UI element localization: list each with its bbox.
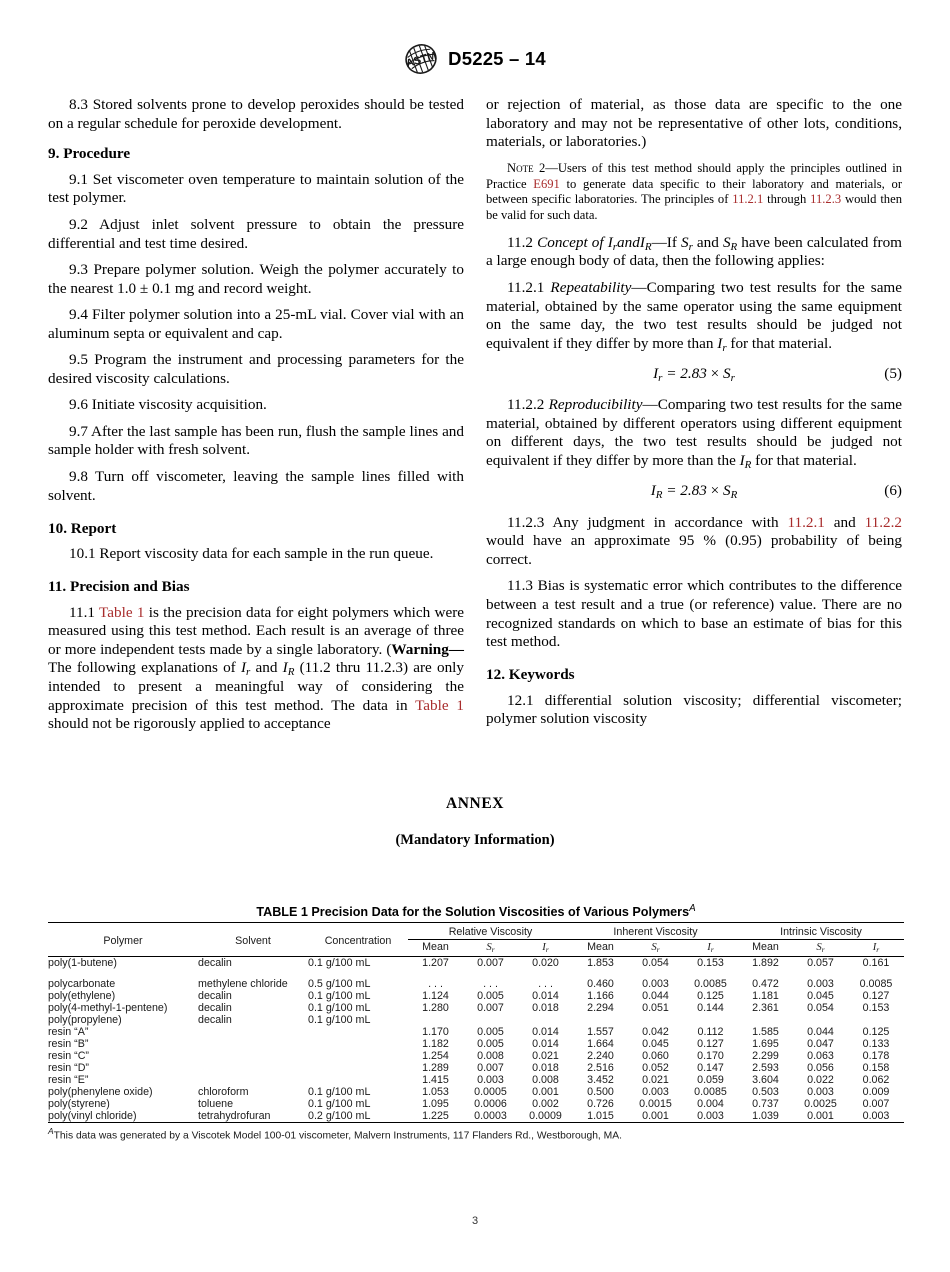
cell-intrinsic-mean: 2.299 xyxy=(752,1050,779,1063)
cell-intrinsic-mean: 2.593 xyxy=(752,1062,779,1075)
cell-concentration: 0.1 g/100 mL xyxy=(308,1086,371,1099)
cell-relative-ir: 0.021 xyxy=(532,1050,559,1063)
table-row xyxy=(48,1014,904,1026)
e691-reference-link[interactable]: E691 xyxy=(533,176,560,191)
cell-relative-sr: 0.005 xyxy=(477,990,504,1003)
cell-intrinsic-sr: 0.0025 xyxy=(804,1098,837,1111)
cell-relative-mean: 1.225 xyxy=(422,1110,449,1123)
variable-i-sub-R-2: $I_R$ xyxy=(639,233,652,253)
cell-intrinsic-sr: 0.003 xyxy=(807,1086,834,1099)
note-2 xyxy=(486,161,902,223)
cell-concentration: 0.1 g/100 mL xyxy=(308,1098,371,1111)
cell-intrinsic-ir: 0.125 xyxy=(862,1026,890,1039)
cell-inherent-mean: 0.500 xyxy=(587,1086,614,1099)
table-1-reference-link[interactable]: Table 1 xyxy=(99,603,145,621)
cell-inherent-ir: 0.125 xyxy=(697,990,724,1003)
cell-relative-sr: 0.003 xyxy=(477,1074,504,1087)
cell-solvent xyxy=(198,1050,308,1062)
cell-solvent: chloroform xyxy=(198,1086,249,1099)
variable-i-sub-r-3: $I_r$ xyxy=(717,334,727,354)
cell-relative-sr xyxy=(463,1014,518,1026)
equation-6 xyxy=(486,482,902,501)
cell-inherent-mean: 0.726 xyxy=(587,1098,614,1111)
cell-intrinsic-ir: 0.007 xyxy=(862,1098,890,1111)
table-row xyxy=(48,1110,904,1123)
cell-inherent-mean: 1.664 xyxy=(587,1038,614,1051)
paragraph-9-7: 9.7 After the last sample has been run, flush the sample lines and sample holder with fresh solvent. xyxy=(48,422,464,459)
paragraph-11-2-text-a: —If xyxy=(651,233,681,251)
table-1-head xyxy=(48,923,904,957)
cell-relative-mean: 1.254 xyxy=(422,1050,449,1063)
cell-solvent: tetrahydrofuran xyxy=(198,1110,271,1123)
cell-relative-mean: 1.289 xyxy=(422,1062,449,1075)
cell-intrinsic-mean: 0.472 xyxy=(752,978,779,991)
cell-intrinsic-mean: 1.892 xyxy=(752,957,779,970)
right-text-column xyxy=(486,96,902,737)
paragraph-11-2-1-title: Repeatability xyxy=(550,278,632,296)
cell-inherent-sr: 0.045 xyxy=(642,1038,669,1051)
cell-inherent-mean: 0.460 xyxy=(587,978,614,991)
cell-intrinsic-sr: 0.054 xyxy=(807,1002,834,1015)
paragraph-11-2-3-text-a: 11.2.3 Any judgment in accordance with xyxy=(507,513,788,531)
cell-inherent-ir: 0.003 xyxy=(697,1110,724,1123)
cell-inherent-sr: 0.051 xyxy=(642,1002,669,1015)
cell-intrinsic-ir: 0.161 xyxy=(862,957,890,970)
cell-intrinsic-ir: 0.003 xyxy=(862,1110,890,1123)
paragraph-11-2-1-text-b: for that material. xyxy=(726,334,833,352)
cell-concentration: 0.2 g/100 mL xyxy=(308,1110,371,1123)
cell-relative-ir: 0.008 xyxy=(532,1074,559,1087)
cell-intrinsic-ir: 0.062 xyxy=(862,1074,890,1087)
column-group-intrinsic-viscosity: Intrinsic Viscosity xyxy=(738,923,904,940)
column-group-relative-viscosity: Relative Viscosity xyxy=(408,923,573,940)
cell-solvent xyxy=(198,1038,308,1050)
cell-inherent-mean: 1.015 xyxy=(587,1110,614,1123)
cell-relative-sr: 0.007 xyxy=(477,1002,504,1015)
paragraph-10-1: 10.1 Report viscosity data for each sample in the run queue. xyxy=(69,545,434,563)
cell-concentration xyxy=(308,1062,408,1074)
variable-s-sub-R: $S_R$ xyxy=(722,233,738,253)
cell-inherent-sr: 0.0015 xyxy=(639,1098,672,1111)
cell-polymer: poly(propylene) xyxy=(48,1014,122,1027)
cell-intrinsic-mean: 1.039 xyxy=(752,1110,779,1123)
cell-inherent-sr: 0.052 xyxy=(642,1062,669,1075)
multiply-icon: × xyxy=(710,364,720,382)
table-row xyxy=(48,1038,904,1050)
note-2-text-d: would then be valid for such data. xyxy=(486,192,902,223)
paragraph-11-1-text-e: (11.2 thru 11.2.3) are only intended to present a meaningful way of considering the approximate precision of this test method. The data in xyxy=(48,659,464,714)
annex-title: ANNEX xyxy=(445,795,505,812)
cell-relative-mean: 1.280 xyxy=(422,1002,449,1015)
cell-inherent-ir: 0.059 xyxy=(697,1074,724,1087)
cell-intrinsic-sr: 0.003 xyxy=(807,978,834,991)
cell-inherent-mean: 1.853 xyxy=(587,957,614,970)
paragraph-11-2 xyxy=(486,234,902,271)
cell-solvent: decalin xyxy=(198,990,232,1003)
cell-intrinsic-ir: 0.178 xyxy=(862,1050,890,1063)
cell-concentration: 0.1 g/100 mL xyxy=(308,1014,371,1027)
cell-relative-sr: . . . xyxy=(483,978,498,991)
table-row xyxy=(48,1074,904,1086)
cell-polymer: polycarbonate xyxy=(48,978,116,991)
cell-inherent-ir xyxy=(683,1014,738,1026)
paragraph-11-2-and-2: and xyxy=(692,233,723,251)
paragraph-9-2: 9.2 Adjust inlet solvent pressure to obtain the pressure differential and test time desired. xyxy=(48,215,464,252)
cell-inherent-sr: 0.042 xyxy=(642,1026,669,1039)
cell-relative-mean: 1.182 xyxy=(422,1038,449,1051)
cell-polymer: resin “A” xyxy=(48,1026,89,1039)
column-header-concentration: Concentration xyxy=(324,934,392,947)
cell-relative-ir: 0.0009 xyxy=(529,1110,562,1123)
table-1-footnote-marker: A xyxy=(48,1126,54,1137)
note-2-text-b: to generate data specific to their laboratory and materials, or between specific laboratories. The principles of xyxy=(486,176,903,207)
cell-intrinsic-mean: 1.695 xyxy=(752,1038,779,1051)
table-1-container xyxy=(48,903,904,1142)
cell-inherent-ir: 0.0085 xyxy=(694,978,727,991)
paragraph-11-2-3 xyxy=(486,514,902,570)
table-1-body xyxy=(48,957,904,1123)
cell-inherent-mean: 3.452 xyxy=(587,1074,614,1087)
cell-inherent-mean xyxy=(573,1014,628,1026)
cell-intrinsic-mean: 0.737 xyxy=(752,1098,779,1111)
table-1-precision-data xyxy=(48,922,904,1123)
astm-logo xyxy=(404,44,438,74)
paragraph-11-2-1-number: 11.2.1 xyxy=(507,278,551,296)
page-header xyxy=(0,44,950,74)
table-row xyxy=(48,1098,904,1110)
cell-concentration xyxy=(308,1038,408,1050)
heading-11-precision-and-bias: 11. Precision and Bias xyxy=(48,578,190,596)
cell-intrinsic-sr: 0.063 xyxy=(807,1050,834,1063)
paragraph-11-1-text-b: is the precision data for eight polymers which were measured using this test method. Each result is an average of three or more independent tests made by a single laboratory. ( xyxy=(48,603,464,658)
cell-relative-sr: 0.007 xyxy=(477,957,504,970)
cell-inherent-mean: 2.240 xyxy=(587,1050,614,1063)
cell-intrinsic-mean: 2.361 xyxy=(752,1002,779,1015)
table-row xyxy=(48,1002,904,1014)
cell-solvent: decalin xyxy=(198,957,232,970)
paragraph-8-3: 8.3 Stored solvents prone to develop peroxides should be tested on a regular schedule for peroxide development. xyxy=(48,96,464,132)
cell-intrinsic-sr: 0.044 xyxy=(807,1026,834,1039)
cell-relative-ir: 0.014 xyxy=(532,1026,559,1039)
paragraph-9-4: 9.4 Filter polymer solution into a 25-mL vial. Cover vial with an aluminum septa or equivalent and cap. xyxy=(48,306,464,342)
cell-polymer: resin “E” xyxy=(48,1074,89,1087)
cell-relative-sr: 0.007 xyxy=(477,1062,504,1075)
cell-inherent-ir: 0.170 xyxy=(697,1050,724,1063)
cell-intrinsic-sr: 0.057 xyxy=(807,957,834,970)
subheader-relative-sr: $S_r$ xyxy=(486,941,495,955)
cell-relative-mean: 1.415 xyxy=(422,1074,449,1087)
cell-inherent-ir: 0.147 xyxy=(697,1062,724,1075)
section-11-2-1-link[interactable]: 11.2.1 xyxy=(732,192,764,207)
cell-intrinsic-mean: 0.503 xyxy=(752,1086,779,1099)
paragraph-11-2-3-text-c: would have an approximate 95 % (0.95) probability of being correct. xyxy=(486,532,902,568)
cell-solvent xyxy=(198,1074,308,1086)
cell-intrinsic-ir: 0.153 xyxy=(862,1002,890,1015)
cell-intrinsic-ir: 0.009 xyxy=(862,1086,890,1099)
cell-inherent-sr: 0.044 xyxy=(642,990,669,1003)
subheader-relative-mean: Mean xyxy=(422,941,449,954)
table-row xyxy=(48,957,904,970)
cell-intrinsic-sr: 0.056 xyxy=(807,1062,834,1075)
paragraph-9-6: 9.6 Initiate viscosity acquisition. xyxy=(69,396,267,414)
cell-inherent-ir: 0.0085 xyxy=(694,1086,727,1099)
equation-6-number: (6) xyxy=(884,482,902,500)
cell-relative-sr: 0.005 xyxy=(477,1038,504,1051)
table-1-footnote xyxy=(48,1123,904,1141)
cell-solvent xyxy=(198,1062,308,1074)
paragraph-11-1 xyxy=(48,604,464,734)
subheader-inherent-ir: $I_r$ xyxy=(707,941,714,955)
table-row-spacer xyxy=(48,969,904,978)
subheader-inherent-sr: $S_r$ xyxy=(651,941,660,955)
document-designation: D5225 – 14 xyxy=(448,48,546,69)
equation-6-rhs: $S_R$ xyxy=(719,482,738,502)
table-1-title-footnote-marker: A xyxy=(689,903,696,914)
section-11-2-1-link-2[interactable]: 11.2.1 xyxy=(787,513,825,531)
section-11-2-3-link[interactable]: 11.2.3 xyxy=(810,192,842,207)
page-number: 3 xyxy=(471,1215,479,1227)
cell-polymer: poly(ethylene) xyxy=(48,990,116,1003)
cell-concentration xyxy=(308,1026,408,1038)
cell-solvent xyxy=(198,1026,308,1038)
cell-relative-mean: 1.095 xyxy=(422,1098,449,1111)
cell-relative-mean: . . . xyxy=(428,978,443,991)
paragraph-11-1-number: 11.1 xyxy=(69,603,100,621)
paragraph-9-1: 9.1 Set viscometer oven temperature to maintain solution of the test polymer. xyxy=(48,170,464,207)
paragraph-11-2-text-b: have been calculated from a large enough body of data, then the following applies: xyxy=(486,233,902,270)
table-row xyxy=(48,1026,904,1038)
variable-i-sub-r: $I_r$ xyxy=(240,659,251,679)
cell-relative-sr: 0.0003 xyxy=(474,1110,507,1123)
column-header-polymer: Polymer xyxy=(103,934,143,947)
table-1-title xyxy=(48,903,904,922)
cell-inherent-mean: 1.166 xyxy=(587,990,614,1003)
cell-intrinsic-ir xyxy=(848,1014,904,1026)
paragraph-11-2-number: 11.2 xyxy=(507,233,538,251)
paragraph-9-5: 9.5 Program the instrument and processing parameters for the desired viscosity calculations. xyxy=(48,351,464,387)
heading-9-procedure: 9. Procedure xyxy=(48,145,131,163)
paragraph-11-2-title: Concept of xyxy=(537,233,608,251)
cell-polymer: poly(phenylene oxide) xyxy=(48,1086,153,1099)
equation-5-expression xyxy=(653,365,735,382)
cell-inherent-ir: 0.004 xyxy=(697,1098,724,1111)
cell-relative-sr: 0.008 xyxy=(477,1050,504,1063)
cell-intrinsic-ir: 0.127 xyxy=(862,990,890,1003)
subheader-intrinsic-ir: $I_r$ xyxy=(872,941,880,955)
cell-relative-ir: 0.020 xyxy=(532,957,559,970)
cell-inherent-ir: 0.153 xyxy=(697,957,724,970)
paragraph-9-3: 9.3 Prepare polymer solution. Weigh the polymer accurately to the nearest 1.0 ± 0.1 mg and record weight. xyxy=(48,261,464,297)
subheader-intrinsic-sr: $S_r$ xyxy=(816,941,825,955)
variable-i-sub-R-3: $I_R$ xyxy=(739,452,752,472)
cell-inherent-sr xyxy=(628,1014,683,1026)
table-row xyxy=(48,990,904,1002)
paragraph-11-1-text-d: and xyxy=(250,659,283,677)
equation-5-rhs: $S_r$ xyxy=(719,364,735,384)
cell-solvent: toluene xyxy=(198,1098,234,1111)
cell-intrinsic-ir: 0.0085 xyxy=(859,978,893,991)
cell-relative-ir: 0.014 xyxy=(532,990,559,1003)
table-row xyxy=(48,1086,904,1098)
cell-solvent: decalin xyxy=(198,1002,232,1015)
cell-polymer: poly(vinyl chloride) xyxy=(48,1110,137,1123)
cell-polymer: poly(1-butene) xyxy=(48,957,117,970)
cell-inherent-sr: 0.003 xyxy=(642,1086,669,1099)
cell-inherent-sr: 0.021 xyxy=(642,1074,669,1087)
note-2-text-a: 2—Users of this test method should apply the principles outlined in Practice xyxy=(486,161,902,191)
cell-inherent-sr: 0.060 xyxy=(642,1050,669,1063)
table-1-title-text: TABLE 1 Precision Data for the Solution Viscosities of Various Polymers xyxy=(256,905,690,920)
paragraph-11-3: 11.3 Bias is systematic error which contributes to the difference between a test result and a true (or reference) value. There are no recognized standards on which to base an estimate of bias for this test method. xyxy=(486,577,902,651)
cell-intrinsic-mean: 1.181 xyxy=(752,990,779,1003)
cell-relative-ir: 0.001 xyxy=(532,1086,559,1099)
cell-relative-sr: 0.0005 xyxy=(474,1086,507,1099)
cell-inherent-sr: 0.003 xyxy=(642,978,669,991)
cell-relative-ir: 0.018 xyxy=(532,1062,559,1075)
table-row xyxy=(48,978,904,990)
paragraph-11-2-2-text-b: for that material. xyxy=(751,452,857,470)
table-row xyxy=(48,1062,904,1074)
cell-relative-ir: 0.018 xyxy=(532,1002,559,1015)
note-label: Note xyxy=(507,161,534,176)
paragraph-11-1-continued: or rejection of material, as those data are specific to the one laboratory and may not be representative of other lots, conditions, materials, or laboratories.) xyxy=(486,96,902,151)
cell-polymer: resin “B” xyxy=(48,1038,89,1051)
equation-5-operator-eq: = 2.83 xyxy=(662,364,711,382)
cell-intrinsic-mean: 3.604 xyxy=(752,1074,779,1087)
cell-inherent-sr: 0.054 xyxy=(642,957,669,970)
multiply-icon-2: × xyxy=(710,482,720,500)
cell-concentration: 0.5 g/100 mL xyxy=(308,978,371,991)
table-1-footnote-text: This data was generated by a Viscotek Model 100-01 viscometer, Malvern Instruments, 117 Flanders Rd., Westborough, MA. xyxy=(53,1130,622,1142)
equation-5-lhs: $I_r$ xyxy=(653,364,663,384)
cell-concentration: 0.1 g/100 mL xyxy=(308,990,371,1003)
equation-6-lhs: $I_R$ xyxy=(650,482,663,502)
cell-solvent: decalin xyxy=(198,1014,232,1027)
cell-relative-mean: 1.124 xyxy=(422,990,449,1003)
cell-polymer: resin “C” xyxy=(48,1050,89,1063)
paragraph-11-2-1 xyxy=(486,279,902,353)
left-text-column xyxy=(48,96,464,742)
subheader-relative-ir: $I_r$ xyxy=(542,941,549,955)
table-header-group-row xyxy=(48,923,904,940)
paragraph-11-2-1-text-a: —Comparing two test results for the same material, obtained by the same operator using the same equipment on the same day, the two test results should be judged not equivalent if they differ by more than xyxy=(486,278,902,352)
annex-subtitle: (Mandatory Information) xyxy=(395,832,555,848)
cell-intrinsic-ir: 0.158 xyxy=(862,1062,890,1075)
paragraph-11-2-and: and xyxy=(617,233,640,251)
cell-intrinsic-sr: 0.022 xyxy=(807,1074,834,1087)
paragraph-11-2-2-title: Reproducibility xyxy=(548,396,643,414)
equation-6-expression xyxy=(650,482,738,502)
cell-intrinsic-ir: 0.133 xyxy=(862,1038,890,1051)
cell-polymer: poly(styrene) xyxy=(48,1098,110,1111)
table-1-reference-link-2[interactable]: Table 1 xyxy=(415,696,464,714)
cell-intrinsic-sr: 0.001 xyxy=(807,1110,834,1123)
cell-inherent-mean: 2.294 xyxy=(587,1002,614,1015)
equation-6-operator-eq: = 2.83 xyxy=(662,482,711,500)
paragraph-9-8: 9.8 Turn off viscometer, leaving the sample lines filled with solvent. xyxy=(48,467,464,504)
cell-concentration xyxy=(308,1050,408,1062)
paragraph-11-2-2-text-a: —Comparing two test results for the same material, obtained by different operators using different equipment on different days, the two test results should be judged not equivalent if they differ by more than the xyxy=(486,396,902,470)
paragraph-11-2-2-number: 11.2.2 xyxy=(507,396,549,414)
cell-relative-ir: 0.014 xyxy=(532,1038,559,1051)
warning-label: Warning— xyxy=(391,640,464,658)
paragraph-11-1-text-c: The following explanations of xyxy=(48,659,241,677)
variable-i-sub-R: $I_R$ xyxy=(282,659,295,679)
cell-solvent: methylene chloride xyxy=(198,978,288,991)
cell-concentration: 0.1 g/100 mL xyxy=(308,957,371,970)
cell-intrinsic-mean xyxy=(738,1014,793,1026)
cell-relative-ir: 0.002 xyxy=(532,1098,559,1111)
variable-s-sub-r: $S_r$ xyxy=(680,233,693,253)
column-group-inherent-viscosity: Inherent Viscosity xyxy=(573,923,738,940)
cell-relative-sr: 0.0006 xyxy=(474,1098,507,1111)
cell-polymer: resin “D” xyxy=(48,1062,89,1075)
cell-relative-mean: 1.170 xyxy=(422,1026,449,1039)
variable-i-sub-r-2: $I_r$ xyxy=(607,233,618,253)
cell-relative-sr: 0.005 xyxy=(477,1026,504,1039)
cell-relative-mean xyxy=(408,1014,463,1026)
svg-text:ASTM: ASTM xyxy=(404,49,439,71)
note-2-text-c: through xyxy=(763,192,811,207)
cell-intrinsic-mean: 1.585 xyxy=(752,1026,779,1039)
table-spacer-cell xyxy=(48,969,904,978)
cell-inherent-sr: 0.001 xyxy=(642,1110,669,1123)
heading-12-keywords: 12. Keywords xyxy=(486,666,575,684)
cell-relative-ir xyxy=(518,1014,573,1026)
cell-intrinsic-sr xyxy=(793,1014,848,1026)
subheader-intrinsic-mean: Mean xyxy=(752,941,779,954)
cell-inherent-ir: 0.127 xyxy=(697,1038,724,1051)
paragraph-11-1-text-f: should not be rigorously applied to acceptance xyxy=(48,715,331,733)
cell-relative-mean: 1.053 xyxy=(422,1086,449,1099)
cell-polymer: poly(4-methyl-1-pentene) xyxy=(48,1002,168,1015)
paragraph-12-1: 12.1 differential solution viscosity; differential viscometer; polymer solution viscosity xyxy=(486,691,902,728)
equation-5 xyxy=(486,365,902,384)
equation-5-number: (5) xyxy=(884,364,902,382)
cell-inherent-mean: 1.557 xyxy=(587,1026,614,1039)
heading-10-report: 10. Report xyxy=(48,519,117,537)
cell-relative-mean: 1.207 xyxy=(422,957,449,970)
paragraph-11-2-3-text-b: and xyxy=(824,513,865,531)
cell-intrinsic-sr: 0.045 xyxy=(807,990,834,1003)
cell-inherent-mean: 2.516 xyxy=(587,1062,614,1075)
cell-relative-ir: . . . xyxy=(538,978,553,991)
cell-concentration xyxy=(308,1074,408,1086)
table-row xyxy=(48,1050,904,1062)
cell-intrinsic-sr: 0.047 xyxy=(807,1038,834,1051)
cell-inherent-ir: 0.144 xyxy=(697,1002,724,1015)
subheader-inherent-mean: Mean xyxy=(587,941,614,954)
cell-inherent-ir: 0.112 xyxy=(697,1026,724,1039)
cell-concentration: 0.1 g/100 mL xyxy=(308,1002,371,1015)
column-header-solvent: Solvent xyxy=(235,934,271,947)
paragraph-11-2-2 xyxy=(486,396,902,470)
section-11-2-2-link[interactable]: 11.2.2 xyxy=(864,513,902,531)
